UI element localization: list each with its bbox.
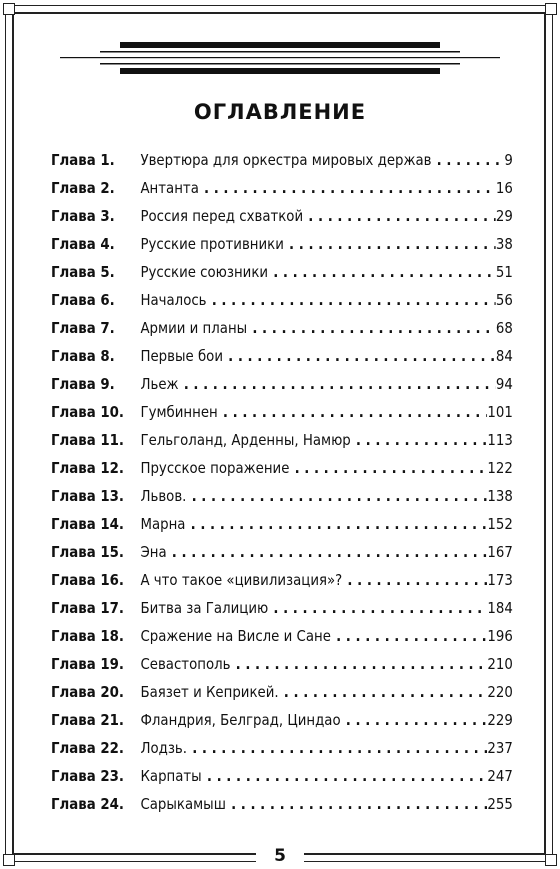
toc-chapter-number: Глава 9. — [51, 375, 115, 393]
toc-chapter-title: А что такое «цивилизация»? — [140, 571, 343, 589]
toc-chapter-number: Глава 4. — [51, 235, 115, 253]
toc-chapter-title: Севастополь — [140, 655, 231, 673]
toc-page-number: 68 — [495, 319, 513, 337]
toc-page-number: 255 — [487, 795, 513, 813]
toc-page-number: 94 — [495, 375, 513, 393]
toc-chapter-number: Глава 6. — [51, 291, 115, 309]
toc-page-number: 56 — [495, 291, 513, 309]
toc-chapter-title: Сражение на Висле и Сане — [140, 627, 331, 645]
toc-chapter-number: Глава 8. — [51, 347, 115, 365]
toc-leader-dots — [226, 790, 487, 818]
toc-chapter-title: Армии и планы — [140, 319, 248, 337]
toc-page-number: 122 — [487, 459, 513, 477]
toc-chapter-title: Фландрия, Белград, Циндао — [140, 711, 341, 729]
toc-chapter-number: Глава 2. — [51, 179, 115, 197]
toc-leader-dots — [432, 146, 505, 174]
toc-entry[interactable] — [51, 790, 513, 818]
toc-leader-dots — [167, 538, 488, 566]
toc-chapter-title: Антанта — [140, 179, 199, 197]
toc-entry[interactable] — [51, 566, 513, 594]
toc-chapter-title: Льеж — [140, 375, 179, 393]
toc-chapter-title: Прусское поражение — [140, 459, 290, 477]
toc-chapter-title: Русские союзники — [140, 263, 269, 281]
toc-entry[interactable] — [51, 314, 513, 342]
toc-chapter-number: Глава 22. — [51, 739, 124, 757]
table-of-contents — [51, 146, 513, 818]
toc-page-number: 247 — [487, 767, 513, 785]
toc-chapter-title: Львов. — [140, 487, 187, 505]
toc-chapter-number: Глава 17. — [51, 599, 124, 617]
toc-entry[interactable] — [51, 678, 513, 706]
toc-chapter-number: Глава 21. — [51, 711, 124, 729]
toc-page-number: 9 — [504, 151, 513, 169]
toc-leader-dots — [223, 342, 496, 370]
toc-chapter-title: Гельголанд, Арденны, Намюр — [140, 431, 351, 449]
toc-chapter-title: Битва за Галицию — [140, 599, 269, 617]
toc-chapter-number: Глава 5. — [51, 263, 115, 281]
toc-entry[interactable] — [51, 762, 513, 790]
toc-entry[interactable] — [51, 230, 513, 258]
toc-leader-dots — [268, 594, 487, 622]
toc-entry[interactable] — [51, 594, 513, 622]
toc-entry[interactable] — [51, 426, 513, 454]
toc-entry[interactable] — [51, 146, 513, 174]
toc-chapter-number: Глава 19. — [51, 655, 124, 673]
toc-leader-dots — [247, 314, 496, 342]
toc-entry[interactable] — [51, 734, 513, 762]
toc-entry[interactable] — [51, 706, 513, 734]
toc-chapter-title: Первые бои — [140, 347, 223, 365]
toc-chapter-title: Увертюра для оркестра мировых держав — [140, 151, 432, 169]
toc-page-number: 196 — [487, 627, 513, 645]
toc-entry[interactable] — [51, 398, 513, 426]
toc-leader-dots — [289, 454, 487, 482]
toc-entry[interactable] — [51, 482, 513, 510]
toc-entry[interactable] — [51, 650, 513, 678]
toc-page-number: 38 — [495, 235, 513, 253]
toc-page-number: 152 — [487, 515, 513, 533]
toc-page-number: 167 — [487, 543, 513, 561]
toc-leader-dots — [202, 762, 488, 790]
toc-leader-dots — [218, 398, 488, 426]
toc-chapter-title: Русские противники — [140, 235, 284, 253]
toc-leader-dots — [342, 566, 487, 594]
toc-leader-dots — [179, 370, 496, 398]
header-ornament — [60, 40, 500, 76]
toc-page-number: 16 — [495, 179, 513, 197]
toc-page-number: 229 — [487, 711, 513, 729]
toc-chapter-number: Глава 1. — [51, 151, 115, 169]
toc-entry[interactable] — [51, 174, 513, 202]
toc-leader-dots — [303, 202, 496, 230]
toc-leader-dots — [279, 678, 488, 706]
toc-chapter-number: Глава 23. — [51, 767, 124, 785]
toc-entry[interactable] — [51, 454, 513, 482]
toc-chapter-number: Глава 10. — [51, 403, 124, 421]
toc-page-number: 210 — [487, 655, 513, 673]
toc-leader-dots — [351, 426, 488, 454]
toc-chapter-number: Глава 24. — [51, 795, 124, 813]
toc-chapter-title: Эна — [140, 543, 167, 561]
toc-chapter-title: Началось — [140, 291, 207, 309]
toc-leader-dots — [230, 650, 487, 678]
toc-entry[interactable] — [51, 342, 513, 370]
toc-chapter-title: Марна — [140, 515, 186, 533]
page-title: ОГЛАВЛЕНИЕ — [193, 100, 367, 124]
toc-chapter-number: Глава 12. — [51, 459, 124, 477]
toc-leader-dots — [341, 706, 488, 734]
toc-leader-dots — [186, 482, 487, 510]
frame-corner-top-right — [545, 3, 557, 15]
toc-entry[interactable] — [51, 286, 513, 314]
toc-chapter-number: Глава 11. — [51, 431, 124, 449]
toc-chapter-number: Глава 14. — [51, 515, 124, 533]
toc-chapter-number: Глава 3. — [51, 207, 115, 225]
toc-page-number: 51 — [495, 263, 513, 281]
toc-leader-dots — [199, 174, 496, 202]
toc-chapter-number: Глава 7. — [51, 319, 115, 337]
toc-chapter-title: Россия перед схваткой — [140, 207, 304, 225]
toc-page-number: 184 — [487, 599, 513, 617]
toc-chapter-number: Глава 18. — [51, 627, 124, 645]
toc-leader-dots — [207, 286, 496, 314]
toc-chapter-number: Глава 15. — [51, 543, 124, 561]
frame-corner-top-left — [3, 3, 15, 15]
page-number: 5 — [274, 846, 286, 866]
toc-page-number: 220 — [487, 683, 513, 701]
toc-entry[interactable] — [51, 370, 513, 398]
toc-chapter-number: Глава 20. — [51, 683, 124, 701]
toc-chapter-title: Лодзь. — [140, 739, 188, 757]
toc-chapter-title: Сарыкамыш — [140, 795, 226, 813]
toc-leader-dots — [187, 734, 487, 762]
toc-leader-dots — [185, 510, 487, 538]
toc-leader-dots — [268, 258, 496, 286]
toc-chapter-number: Глава 13. — [51, 487, 124, 505]
toc-page-number: 84 — [495, 347, 513, 365]
toc-chapter-title: Гумбиннен — [140, 403, 218, 421]
toc-entry[interactable] — [51, 538, 513, 566]
toc-leader-dots — [284, 230, 496, 258]
toc-page-number: 101 — [487, 403, 513, 421]
toc-leader-dots — [331, 622, 487, 650]
toc-entry[interactable] — [51, 202, 513, 230]
toc-entry[interactable] — [51, 622, 513, 650]
toc-page-number: 237 — [487, 739, 513, 757]
toc-entry[interactable] — [51, 510, 513, 538]
toc-chapter-title: Карпаты — [140, 767, 202, 785]
toc-page-number: 173 — [487, 571, 513, 589]
toc-page-number: 29 — [495, 207, 513, 225]
toc-page-number: 113 — [487, 431, 513, 449]
toc-chapter-title: Баязет и Кеприкей. — [140, 683, 279, 701]
toc-chapter-number: Глава 16. — [51, 571, 124, 589]
toc-page-number: 138 — [487, 487, 513, 505]
toc-entry[interactable] — [51, 258, 513, 286]
